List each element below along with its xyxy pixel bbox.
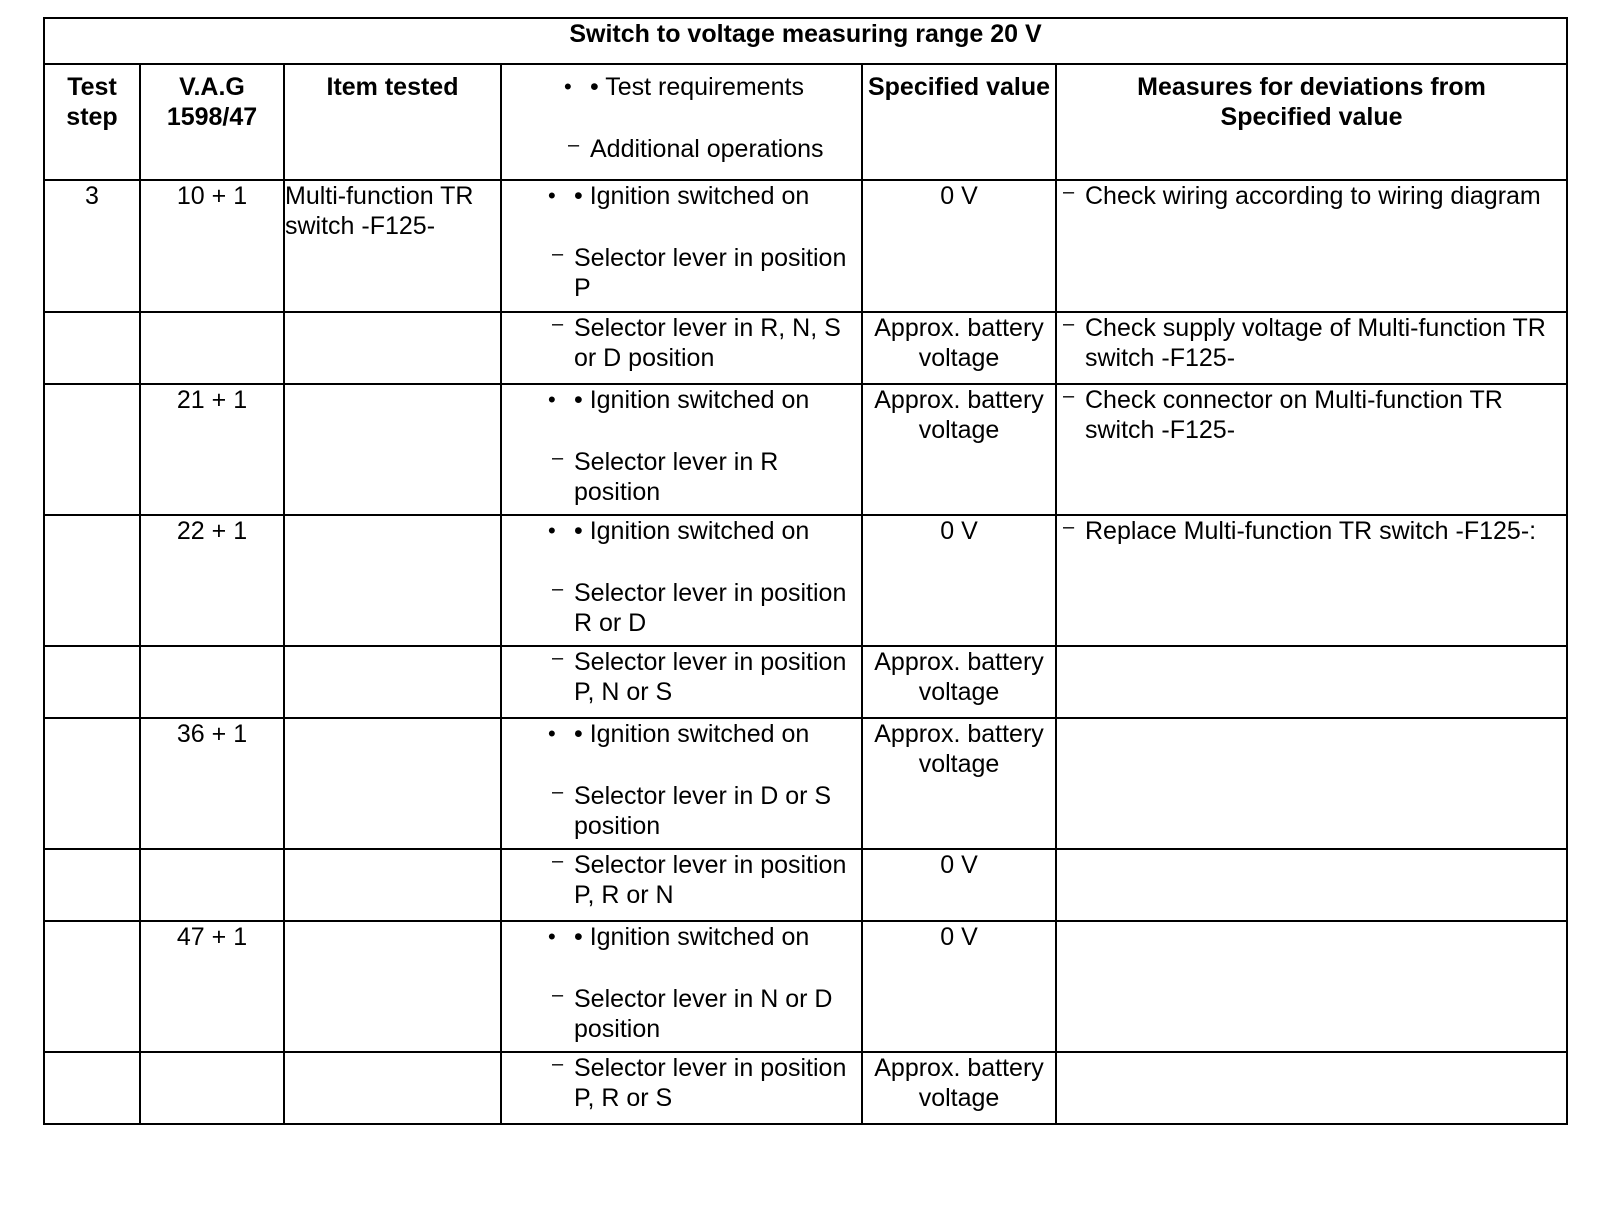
cell-measures bbox=[1056, 515, 1567, 646]
header-requirements-bullet-line bbox=[562, 72, 861, 102]
table-row bbox=[44, 646, 1567, 718]
requirement-dash-line bbox=[546, 850, 861, 910]
cell-measures bbox=[1056, 921, 1567, 1052]
cell-measures bbox=[1056, 384, 1567, 515]
cell-item-tested bbox=[284, 384, 501, 515]
cell-test-step bbox=[44, 1052, 140, 1124]
cell-test-step bbox=[44, 515, 140, 646]
cell-item-tested bbox=[284, 849, 501, 921]
cell-test-step: 3 bbox=[44, 180, 140, 312]
cell-measures bbox=[1056, 312, 1567, 384]
cell-requirements bbox=[501, 515, 862, 646]
measure-text: Check wiring according to wiring diagram bbox=[1085, 182, 1541, 210]
table-row bbox=[44, 718, 1567, 849]
table-row bbox=[44, 1052, 1567, 1124]
cell-specified-value: 0 V bbox=[862, 180, 1056, 312]
dash-icon: – bbox=[1063, 181, 1075, 203]
requirement-dash: Selector lever in position P, N or S bbox=[574, 648, 847, 706]
cell-measures bbox=[1056, 646, 1567, 718]
dash-icon: – bbox=[1063, 516, 1075, 538]
cell-item-tested bbox=[284, 1052, 501, 1124]
requirement-dash: Selector lever in position P, R or N bbox=[574, 851, 847, 909]
cell-item-tested bbox=[284, 921, 501, 1052]
bullet-icon: • bbox=[548, 518, 556, 543]
bullet-icon: • bbox=[548, 183, 556, 208]
requirement-dash-line bbox=[546, 984, 861, 1044]
test-table bbox=[43, 17, 1568, 1125]
requirement-bullet-line bbox=[546, 719, 861, 749]
header-requirements-dash-line bbox=[562, 134, 861, 164]
cell-vag: 36 + 1 bbox=[140, 718, 284, 849]
measure-line bbox=[1057, 516, 1566, 546]
measure-line bbox=[1057, 385, 1566, 445]
cell-vag: 10 + 1 bbox=[140, 180, 284, 312]
requirement-bullet-line bbox=[546, 922, 861, 952]
cell-requirements bbox=[501, 718, 862, 849]
requirement-dash: Selector lever in position P, R or S bbox=[574, 1054, 847, 1112]
header-measures: Measures for deviations from Specified value bbox=[1056, 64, 1567, 180]
cell-vag: 47 + 1 bbox=[140, 921, 284, 1052]
cell-test-step bbox=[44, 646, 140, 718]
requirement-dash-line bbox=[546, 1053, 861, 1113]
cell-requirements bbox=[501, 384, 862, 515]
header-vag: V.A.G 1598/47 bbox=[140, 64, 284, 180]
cell-vag: 22 + 1 bbox=[140, 515, 284, 646]
requirement-dash: Selector lever in position P bbox=[574, 244, 847, 302]
requirement-bullet: • Ignition switched on bbox=[574, 182, 810, 210]
dash-icon: – bbox=[552, 578, 564, 600]
cell-measures bbox=[1056, 1052, 1567, 1124]
cell-test-step bbox=[44, 384, 140, 515]
requirement-dash: Selector lever in R position bbox=[574, 448, 779, 506]
cell-vag bbox=[140, 849, 284, 921]
requirement-bullet: • Ignition switched on bbox=[574, 923, 810, 951]
dash-icon: – bbox=[552, 447, 564, 469]
header-item-tested: Item tested bbox=[284, 64, 501, 180]
requirement-bullet: • Ignition switched on bbox=[574, 720, 810, 748]
table-row bbox=[44, 849, 1567, 921]
bullet-icon: • bbox=[548, 387, 556, 412]
cell-requirements bbox=[501, 921, 862, 1052]
requirement-dash-line bbox=[546, 243, 861, 303]
cell-specified-value: Approx. battery voltage bbox=[862, 312, 1056, 384]
requirement-dash: Selector lever in R, N, S or D position bbox=[574, 314, 841, 372]
measure-line bbox=[1057, 313, 1566, 373]
dash-icon: – bbox=[552, 313, 564, 335]
table-row bbox=[44, 921, 1567, 1052]
cell-item-tested bbox=[284, 515, 501, 646]
dash-icon: – bbox=[552, 243, 564, 265]
requirement-dash-line bbox=[546, 313, 861, 373]
cell-item-tested bbox=[284, 646, 501, 718]
bullet-icon: • bbox=[548, 924, 556, 949]
cell-item-tested bbox=[284, 312, 501, 384]
cell-vag bbox=[140, 646, 284, 718]
cell-requirements bbox=[501, 312, 862, 384]
dash-icon: – bbox=[552, 647, 564, 669]
measure-text: Replace Multi-function TR switch -F125-: bbox=[1085, 517, 1537, 545]
requirement-bullet-line bbox=[546, 385, 861, 415]
cell-test-step bbox=[44, 849, 140, 921]
dash-icon: – bbox=[552, 984, 564, 1006]
header-specified-value: Specified value bbox=[862, 64, 1056, 180]
table-title: Switch to voltage measuring range 20 V bbox=[44, 18, 1567, 64]
cell-specified-value: Approx. battery voltage bbox=[862, 1052, 1056, 1124]
dash-icon: – bbox=[1063, 313, 1075, 335]
cell-specified-value: 0 V bbox=[862, 921, 1056, 1052]
dash-icon: – bbox=[552, 1053, 564, 1075]
requirement-bullet: • Ignition switched on bbox=[574, 517, 810, 545]
requirement-dash-line bbox=[546, 647, 861, 707]
cell-vag: 21 + 1 bbox=[140, 384, 284, 515]
cell-measures bbox=[1056, 718, 1567, 849]
dash-icon: – bbox=[568, 134, 580, 156]
table-row bbox=[44, 312, 1567, 384]
header-requirements-dash: Additional operations bbox=[590, 135, 824, 163]
measure-line bbox=[1057, 181, 1566, 211]
requirement-dash: Selector lever in position R or D bbox=[574, 579, 847, 637]
requirement-dash-line bbox=[546, 781, 861, 841]
measure-text: Check supply voltage of Multi-function TR switch -F125- bbox=[1085, 314, 1546, 372]
dash-icon: – bbox=[552, 781, 564, 803]
requirement-dash-line bbox=[546, 578, 861, 638]
header-requirements-bullet: • Test requirements bbox=[590, 73, 804, 101]
requirement-dash-line bbox=[546, 447, 861, 507]
cell-specified-value: 0 V bbox=[862, 849, 1056, 921]
measure-text: Check connector on Multi-function TR switch -F125- bbox=[1085, 386, 1503, 444]
cell-vag bbox=[140, 312, 284, 384]
cell-specified-value: Approx. battery voltage bbox=[862, 718, 1056, 849]
header-test-step: Test step bbox=[44, 64, 140, 180]
cell-measures bbox=[1056, 180, 1567, 312]
requirement-bullet-line bbox=[546, 181, 861, 211]
cell-specified-value: Approx. battery voltage bbox=[862, 384, 1056, 515]
cell-specified-value: 0 V bbox=[862, 515, 1056, 646]
cell-test-step bbox=[44, 921, 140, 1052]
requirement-bullet-line bbox=[546, 516, 861, 546]
cell-measures bbox=[1056, 849, 1567, 921]
requirement-dash: Selector lever in D or S position bbox=[574, 782, 832, 840]
dash-icon: – bbox=[552, 850, 564, 872]
header-requirements bbox=[501, 64, 862, 180]
requirement-dash: Selector lever in N or D position bbox=[574, 985, 833, 1043]
bullet-icon: • bbox=[564, 74, 572, 99]
dash-icon: – bbox=[1063, 385, 1075, 407]
cell-vag bbox=[140, 1052, 284, 1124]
cell-test-step bbox=[44, 312, 140, 384]
cell-requirements bbox=[501, 849, 862, 921]
bullet-icon: • bbox=[548, 721, 556, 746]
table-row bbox=[44, 180, 1567, 312]
cell-requirements bbox=[501, 1052, 862, 1124]
requirement-bullet: • Ignition switched on bbox=[574, 386, 810, 414]
cell-item-tested bbox=[284, 718, 501, 849]
cell-test-step bbox=[44, 718, 140, 849]
cell-requirements bbox=[501, 646, 862, 718]
table-row bbox=[44, 384, 1567, 515]
cell-item-tested: Multi-function TR switch -F125- bbox=[284, 180, 501, 312]
table-body bbox=[44, 180, 1567, 1124]
table-row bbox=[44, 515, 1567, 646]
cell-specified-value: Approx. battery voltage bbox=[862, 646, 1056, 718]
cell-requirements bbox=[501, 180, 862, 312]
